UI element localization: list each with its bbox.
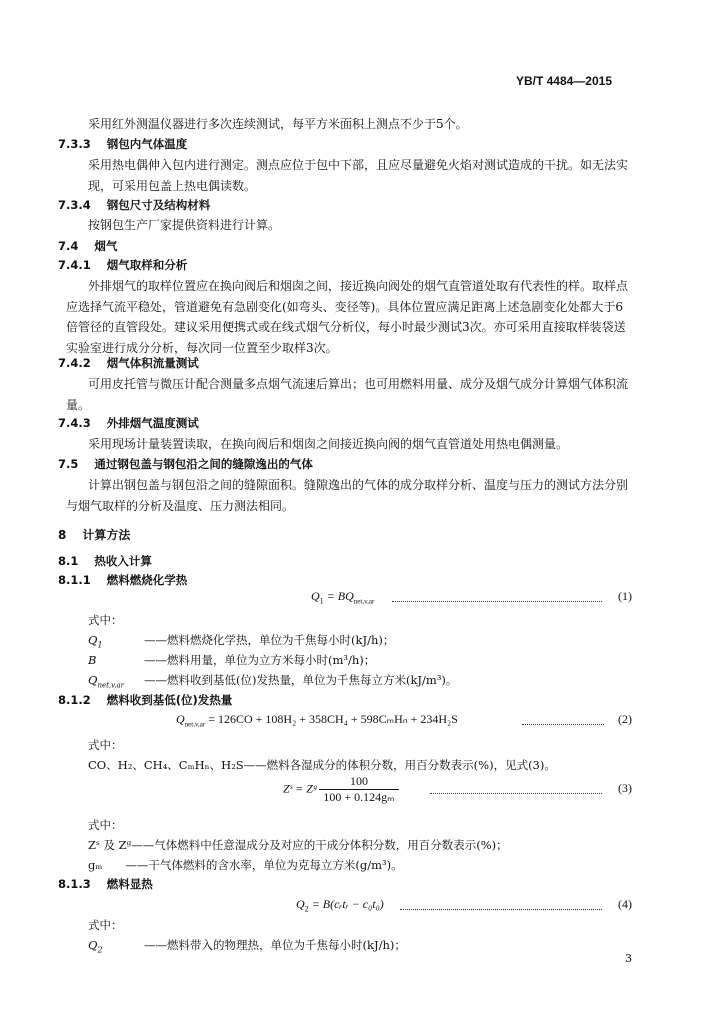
definition-qnet: $Q_{net,v,ar}$ ——燃料收到基低(位)发热量，单位为千焦每立方米(kJ/m³)。 bbox=[88, 673, 458, 690]
paragraph: 外排烟气的取样位置应在换向阀后和烟囱之间，接近换向阀处的烟气直管道处取有代表性的样。取样点应选择气流平稳处，管道避免有急剧变化(如弯头、变径等)。具体位置应满足距离上述急剧变化处都大于6倍管径的直管段处。建议采用便携式或在线式烟气分析仪，每小时最少测试3次。亦可采用直接取样装袋送实验室进行成分分析，每次同一位置至少取样3次。 bbox=[66, 279, 629, 355]
definition-q2: $Q_2$ ——燃料带入的物理热，单位为千焦每小时(kJ/h)； bbox=[88, 938, 406, 955]
section-heading-8: 8 计算方法 bbox=[58, 528, 131, 542]
paragraph: 按钢包生产厂家提供资料进行计算。 bbox=[88, 218, 281, 232]
definition-gm: gₘ ——干气体燃料的含水率，单位为克每立方米(g/m³)。 bbox=[88, 858, 403, 872]
paragraph: 计算出钢包盖与钢包沿之间的缝隙面积。缝隙逸出的气体的成分取样分析、温度与压力的测试方法分别与烟气取样的分析及温度、压力测法相同。 bbox=[66, 478, 629, 513]
section-heading-7-4: 7.4 烟气 bbox=[58, 239, 118, 253]
section-heading-7-4-2: 7.4.2 烟气体积流量测试 bbox=[58, 356, 199, 370]
section-heading-8-1-3: 8.1.3 燃料显热 bbox=[58, 877, 153, 891]
where-label: 式中： bbox=[88, 613, 123, 627]
equation-number: (2) bbox=[618, 712, 632, 726]
leader-dots bbox=[430, 793, 602, 794]
equation-number: (1) bbox=[618, 589, 632, 603]
definition-zs-zg: Zˢ 及 Zᵍ——气体燃料中任意湿成分及对应的干成分体积分数，用百分数表示(%)； bbox=[88, 838, 508, 852]
definition-b: B ——燃料用量，单位为立方米每小时(m³/h)； bbox=[88, 653, 376, 667]
where-label: 式中： bbox=[88, 818, 123, 832]
equation-4: $Q_2$ = B(cᵣtᵣ − c₀t₀) bbox=[296, 897, 384, 914]
section-heading-7-3-4: 7.3.4 钢包尺寸及结构材料 bbox=[58, 198, 211, 212]
where-label: 式中： bbox=[88, 918, 123, 932]
equation-number: (4) bbox=[618, 897, 632, 911]
page-number: 3 bbox=[625, 952, 632, 965]
equation-3: Zˢ = Zᵍ $\frac{100}{\text{100 + 0.124gₘ}}$ bbox=[283, 774, 399, 805]
paragraph: 采用热电偶伸入包内进行测定。测点应位于包中下部，且应尽量避免火焰对测试造成的干扰。如无法实现，可采用包盖上热电偶读数。 bbox=[88, 158, 629, 193]
paragraph: 采用红外测温仪器进行多次连续测试，每平方米面积上测点不少于5个。 bbox=[88, 117, 468, 131]
where-label: 式中： bbox=[88, 738, 123, 752]
section-heading-7-4-1: 7.4.1 烟气取样和分析 bbox=[58, 258, 188, 272]
section-heading-7-5: 7.5 通过钢包盖与钢包沿之间的缝隙逸出的气体 bbox=[58, 457, 313, 471]
section-heading-7-3-3: 7.3.3 钢包内气体温度 bbox=[58, 137, 188, 151]
leader-dots bbox=[522, 724, 604, 725]
paragraph: 可用皮托管与微压计配合测量多点烟气流速后算出；也可用燃料用量、成分及烟气成分计算烟气体积流量。 bbox=[66, 377, 629, 412]
section-heading-8-1: 8.1 热收入计算 bbox=[58, 554, 152, 568]
section-heading-8-1-1: 8.1.1 燃料燃烧化学热 bbox=[58, 573, 188, 587]
section-heading-7-4-3: 7.4.3 外排烟气温度测试 bbox=[58, 416, 199, 430]
fraction: $\frac{100}{\text{100 + 0.124gₘ}}$ bbox=[319, 774, 398, 805]
definition-q1: $Q_1$ ——燃料燃烧化学热，单位为千焦每小时(kJ/h)； bbox=[88, 633, 395, 650]
equation-1: $Q_1 = BQ_{net,v,ar}$ bbox=[311, 589, 375, 606]
paragraph: 采用现场计量装置读取，在换向阀后和烟囱之间接近换向阀的烟气直管道处用热电偶测量。 bbox=[88, 437, 569, 451]
definition-components: CO、H₂、CH₄、CₘHₙ、H₂S——燃料各湿成分的体积分数，用百分数表示(%)，见式(3)。 bbox=[88, 758, 556, 772]
leader-dots bbox=[400, 909, 602, 910]
equation-number: (3) bbox=[618, 781, 632, 795]
section-heading-8-1-2: 8.1.2 燃料收到基低(位)发热量 bbox=[58, 693, 233, 707]
equation-2: $Q_{net,v,ar} = 126CO + 108H_2 + 358CH_4 + 598C_mH_n + 234H_2S$ bbox=[176, 712, 458, 729]
standard-number: YB/T 4484—2015 bbox=[515, 74, 612, 88]
leader-dots bbox=[392, 601, 602, 602]
